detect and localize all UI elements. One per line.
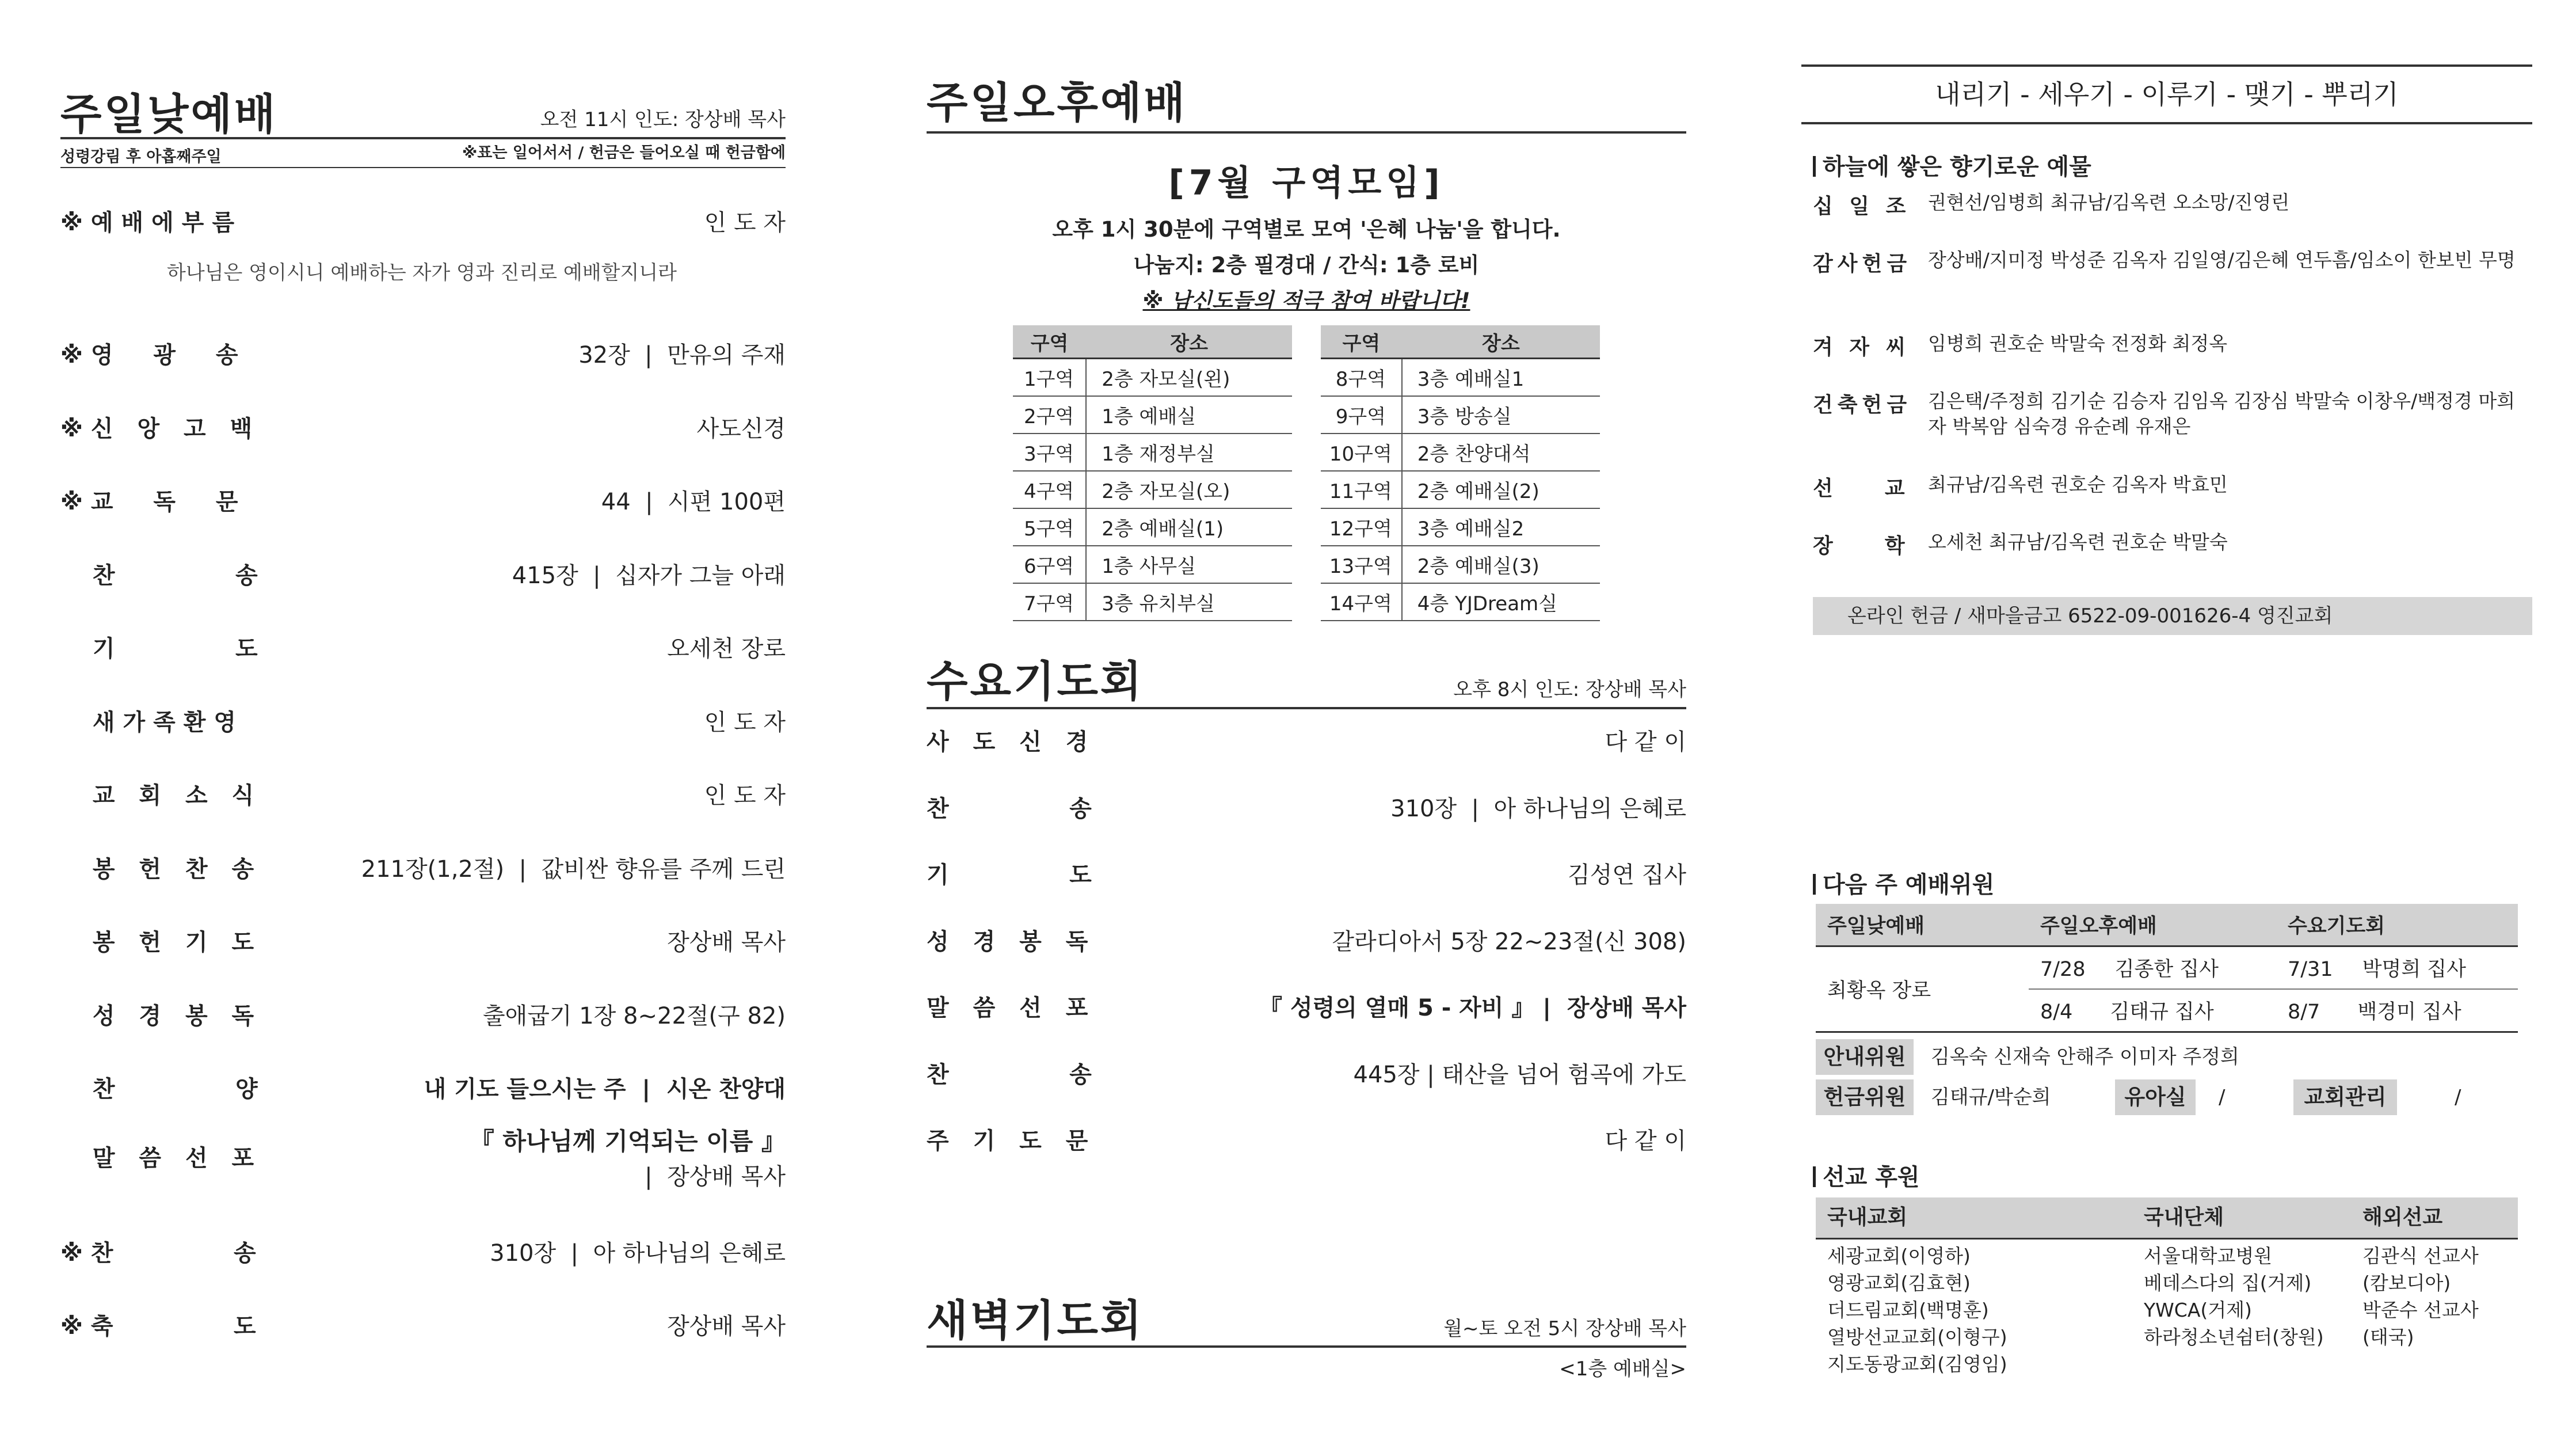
order-item <box>927 1056 1686 1091</box>
member: 김종한 집사 <box>2114 958 2219 981</box>
order-label: ※교 독 문 <box>60 489 246 515</box>
group-place: 4층 YJDream실 <box>1402 583 1600 621</box>
order-value: 사도신경 <box>696 415 786 442</box>
mission-item: 지도동광교회(김영임) <box>1827 1353 2007 1375</box>
order-item <box>60 204 786 239</box>
order-label: 주 기 도 문 <box>927 1128 1096 1154</box>
group-number: 8구역 <box>1321 359 1402 397</box>
order-label: 찬 양 <box>60 1076 266 1102</box>
col-header: 구역 <box>1013 325 1086 359</box>
order-item <box>60 630 786 665</box>
offering-type: 감사헌금 <box>1813 252 1912 276</box>
order-item <box>927 990 1686 1024</box>
order-value: 44 | 시편 100편 <box>601 489 786 515</box>
offering-column <box>1801 0 2532 1441</box>
order-value: 310장 | 아 하나님의 은혜로 <box>490 1240 786 1267</box>
order-label: ※신 앙 고 백 <box>60 415 261 442</box>
divider <box>927 1345 1686 1348</box>
mission-item: (캄보디아) <box>2362 1272 2451 1294</box>
offering-names: 오세천 최규남/김옥련 권호순 박말숙 <box>1928 531 2228 553</box>
group-place: 2층 예배실(2) <box>1402 471 1600 508</box>
order-label: ※영 광 송 <box>60 342 246 368</box>
group-number: 13구역 <box>1321 546 1402 583</box>
order-item <box>60 484 786 518</box>
dawn-title: 새벽기도회 <box>927 1296 1144 1345</box>
order-label: 새가족환영 <box>60 709 245 736</box>
member: 김태규 집사 <box>2110 1001 2214 1024</box>
divider <box>1816 1238 2518 1240</box>
order-value: 32장 | 만유의 주재 <box>578 342 786 368</box>
order-item <box>60 1235 786 1269</box>
group-row <box>1013 434 1292 471</box>
mission-item: 열방선교교회(이형구) <box>1827 1326 2007 1348</box>
order-item <box>927 1123 1686 1157</box>
order-label: 말 씀 선 포 <box>927 995 1096 1021</box>
offering-names: 김은택/주정희 김기순 김승자 김임옥 김장심 박말숙 이창우/백정경 마희자 박복암 심숙경 유순례 유재은 <box>1928 390 2516 438</box>
offering-type: 십 일 조 <box>1813 195 1911 218</box>
order-item <box>60 924 786 959</box>
order-label: 교 회 소 식 <box>60 782 262 809</box>
offering-heading: 하늘에 쌓은 향기로운 예물 <box>1813 149 2091 181</box>
service-time: 오전 11시 인도: 장상배 목사 <box>540 108 786 131</box>
order-item <box>927 724 1686 758</box>
wednesday-time: 오후 8시 인도: 장상배 목사 <box>1453 678 1686 701</box>
order-item <box>60 410 786 445</box>
church-motto: 내리기 - 세우기 - 이루기 - 맺기 - 뿌리기 <box>1935 79 2399 110</box>
group-row <box>1321 396 1600 434</box>
order-value: 다 같 이 <box>1605 729 1686 755</box>
order-label: 기 도 <box>60 636 266 662</box>
mission-item: 더드림교회(백명훈) <box>1827 1299 1989 1321</box>
order-label: ※예배에부름 <box>60 210 243 236</box>
col-header: 장소 <box>1086 325 1292 359</box>
mission-item: 세광교회(이영하) <box>1827 1245 1971 1267</box>
order-item <box>927 790 1686 825</box>
group-number: 9구역 <box>1321 396 1402 434</box>
order-label: 봉 헌 기 도 <box>60 929 262 956</box>
mission-item: YWCA(거제) <box>2144 1299 2252 1321</box>
col-header: 국내교회 <box>1827 1206 1908 1229</box>
group-number: 12구역 <box>1321 508 1402 546</box>
group-table-right <box>1321 325 1600 621</box>
group-place: 3층 예배실2 <box>1402 508 1600 546</box>
usher-row <box>1816 1039 2518 1077</box>
standing-note: ※표는 일어서서 / 헌금은 들어오실 때 헌금함에 <box>462 144 786 162</box>
col-header: 장소 <box>1402 325 1600 359</box>
group-row <box>1013 508 1292 546</box>
col-header: 주일낮예배 <box>1827 915 1925 938</box>
divider <box>927 131 1686 134</box>
offering-type: 겨 자 씨 <box>1813 336 1911 359</box>
divider <box>1801 122 2532 124</box>
offering-committee-names: 김태규/박순희 <box>1931 1086 2051 1109</box>
mission-item: 김관식 선교사 <box>2362 1245 2479 1267</box>
mission-item: 서울대학교병원 <box>2144 1245 2273 1267</box>
group-place: 1층 사무실 <box>1086 546 1292 583</box>
online-offering: 온라인 헌금 / 새마을금고 6522-09-001626-4 영진교회 <box>1813 597 2532 635</box>
mission-item: (태국) <box>2362 1326 2414 1348</box>
order-item <box>60 557 786 592</box>
group-number: 2구역 <box>1013 396 1086 434</box>
divider <box>60 137 786 139</box>
divider <box>60 167 786 168</box>
notice-line: 나눔지: 2층 필경대 / 간식: 1층 로비 <box>1133 253 1480 277</box>
mission-item: 하라청소년쉼터(창원) <box>2144 1326 2324 1348</box>
order-item <box>927 857 1686 891</box>
group-place: 2층 예배실(3) <box>1402 546 1600 583</box>
mission-item: 박준수 선교사 <box>2362 1299 2479 1321</box>
order-item <box>60 851 786 885</box>
order-label: 사 도 신 경 <box>927 729 1096 755</box>
order-value: 415장 | 십자가 그늘 아래 <box>512 562 786 589</box>
nursery-value: / <box>2219 1086 2226 1109</box>
col-header: 구역 <box>1321 325 1402 359</box>
group-number: 10구역 <box>1321 434 1402 471</box>
date: 7/28 <box>2040 958 2086 981</box>
order-value: 211장(1,2절) | 값비싼 향유를 주께 드린 <box>361 856 786 883</box>
group-place: 2층 찬양대석 <box>1402 434 1600 471</box>
group-row <box>1321 546 1600 583</box>
group-table-left <box>1013 325 1292 621</box>
group-row <box>1013 359 1292 397</box>
notice-line: ※ 남신도들의 적극 참여 바랍니다! <box>1142 288 1470 313</box>
offering-type: 건축헌금 <box>1813 393 1912 417</box>
col-header: 해외선교 <box>2362 1206 2443 1229</box>
group-row <box>1013 546 1292 583</box>
domestic-church-list <box>1827 1242 2007 1378</box>
order-label: 말 씀 선 포 <box>60 1145 262 1172</box>
offering-type: 장 학 <box>1813 534 1910 558</box>
offering-committee-label: 헌금위원 <box>1816 1079 1914 1115</box>
nursery-label: 유아실 <box>2115 1079 2196 1115</box>
order-label: 찬 송 <box>927 1061 1100 1088</box>
offering-type: 선 교 <box>1813 477 1910 500</box>
date: 8/7 <box>2288 1001 2320 1024</box>
divider <box>927 707 1686 709</box>
call-verse: 하나님은 영이시니 예배하는 자가 영과 진리로 예배할지니라 <box>167 261 677 284</box>
mission-item: 영광교회(김효현) <box>1827 1272 1971 1294</box>
mission-header-row <box>1816 1197 2518 1238</box>
group-row <box>1321 434 1600 471</box>
notice-line: 오후 1시 30분에 구역별로 모여 '은혜 나눔'을 합니다. <box>1052 217 1561 242</box>
group-number: 3구역 <box>1013 434 1086 471</box>
next-week-table <box>1816 904 2518 1033</box>
afternoon-column <box>927 0 1686 1441</box>
group-number: 14구역 <box>1321 583 1402 621</box>
management-value: / <box>2455 1086 2461 1109</box>
order-value: 인 도 자 <box>704 709 786 736</box>
order-label: 봉 헌 찬 송 <box>60 856 262 883</box>
order-item <box>60 1308 786 1343</box>
sermon-preacher: | 장상배 목사 <box>645 1164 786 1190</box>
group-row <box>1321 471 1600 508</box>
group-place: 1층 재정부실 <box>1086 434 1292 471</box>
group-row <box>1321 583 1600 621</box>
offering-names: 임병희 권호순 박말숙 전정화 최정옥 <box>1928 332 2228 355</box>
group-meeting-title: [7월 구역모임] <box>1168 163 1445 203</box>
overseas-mission-list <box>2362 1242 2479 1351</box>
order-value: 다 같 이 <box>1605 1128 1686 1154</box>
sermon-title: 『 하나님께 기억되는 이름 』 <box>470 1127 786 1155</box>
afternoon-title: 주일오후예배 <box>927 78 1187 128</box>
group-number: 5구역 <box>1013 508 1086 546</box>
offering-committee-row <box>1816 1079 2518 1117</box>
group-place: 2층 자모실(왼) <box>1086 359 1292 397</box>
domestic-org-list <box>2144 1242 2324 1351</box>
order-value: 갈라디아서 5장 22~23절(신 308) <box>1332 928 1686 955</box>
order-label: 찬 송 <box>927 795 1100 822</box>
group-number: 4구역 <box>1013 471 1086 508</box>
group-place: 2층 예배실(1) <box>1086 508 1292 546</box>
group-number: 6구역 <box>1013 546 1086 583</box>
order-item <box>60 1071 786 1105</box>
next-week-heading: 다음 주 예배위원 <box>1813 866 1994 899</box>
sermon-item <box>60 1123 786 1192</box>
order-value: 445장 | 태산을 넘어 험곡에 가도 <box>1353 1061 1686 1088</box>
order-label: ※축 도 <box>60 1313 264 1340</box>
divider <box>1801 64 2532 67</box>
order-item <box>927 923 1686 958</box>
mission-item: 베데스다의 집(거제) <box>2144 1272 2312 1294</box>
date: 7/31 <box>2288 958 2333 981</box>
order-value: 『 성령의 열매 5 - 자비 』 | 장상배 목사 <box>1259 995 1686 1021</box>
col-header: 수요기도회 <box>2288 915 2386 938</box>
order-item <box>60 337 786 371</box>
member: 박명희 집사 <box>2362 958 2466 981</box>
offering-names: 장상배/지미정 박성준 김옥자 김일영/김은혜 연두흠/임소이 한보빈 무명 <box>1928 249 2516 271</box>
usher-names: 김옥숙 신재숙 안해주 이미자 주정희 <box>1931 1045 2239 1069</box>
group-row <box>1013 583 1292 621</box>
order-label: 기 도 <box>927 862 1100 888</box>
order-value: 출애굽기 1장 8~22절(구 82) <box>482 1002 786 1029</box>
order-item <box>60 777 786 812</box>
order-value: 인 도 자 <box>704 210 786 236</box>
group-place: 3층 방송실 <box>1402 396 1600 434</box>
offering-names: 권현선/임병희 최규남/김옥련 오소망/진영린 <box>1928 191 2290 214</box>
offering-names: 최규남/김옥련 권호순 김옥자 박효민 <box>1928 473 2228 496</box>
wednesday-title: 수요기도회 <box>927 657 1144 706</box>
order-label: ※찬 송 <box>60 1240 264 1267</box>
sunday-morning-column <box>60 0 786 1441</box>
group-place: 3층 유치부실 <box>1086 583 1292 621</box>
order-label: 찬 송 <box>60 562 266 589</box>
group-place: 2층 자모실(오) <box>1086 471 1292 508</box>
order-item <box>60 998 786 1032</box>
mission-heading: 선교 후원 <box>1813 1159 1920 1192</box>
order-value: 김성연 집사 <box>1568 862 1686 888</box>
group-row <box>1013 396 1292 434</box>
group-row <box>1321 508 1600 546</box>
group-number: 11구역 <box>1321 471 1402 508</box>
sunday-elder: 최황옥 장로 <box>1816 946 2029 1032</box>
order-value: 내 기도 들으시는 주 | 시온 찬양대 <box>424 1076 786 1102</box>
usher-label: 안내위원 <box>1816 1039 1914 1075</box>
dawn-place: <1층 예배실> <box>1559 1358 1686 1381</box>
order-label: 성 경 봉 독 <box>60 1002 262 1029</box>
order-item <box>60 704 786 739</box>
liturgical-day: 성령강림 후 아홉째주일 <box>60 148 222 166</box>
order-value: 310장 | 아 하나님의 은혜로 <box>1390 795 1686 822</box>
date: 8/4 <box>2040 1001 2073 1024</box>
order-value: 인 도 자 <box>704 782 786 809</box>
management-label: 교회관리 <box>2293 1079 2397 1115</box>
group-row <box>1013 471 1292 508</box>
order-value: 오세천 장로 <box>667 636 786 662</box>
group-row <box>1321 359 1600 397</box>
dawn-time: 월~토 오전 5시 장상배 목사 <box>1443 1317 1686 1340</box>
col-header: 주일오후예배 <box>2040 915 2157 938</box>
order-value: 장상배 목사 <box>667 929 786 956</box>
group-place: 1층 예배실 <box>1086 396 1292 434</box>
group-number: 7구역 <box>1013 583 1086 621</box>
group-place: 3층 예배실1 <box>1402 359 1600 397</box>
group-number: 1구역 <box>1013 359 1086 397</box>
order-label: 성 경 봉 독 <box>927 928 1096 955</box>
page-title: 주일낮예배 <box>60 90 278 139</box>
member: 백경미 집사 <box>2357 1001 2461 1024</box>
col-header: 국내단체 <box>2144 1206 2224 1229</box>
order-value: 장상배 목사 <box>667 1313 786 1340</box>
